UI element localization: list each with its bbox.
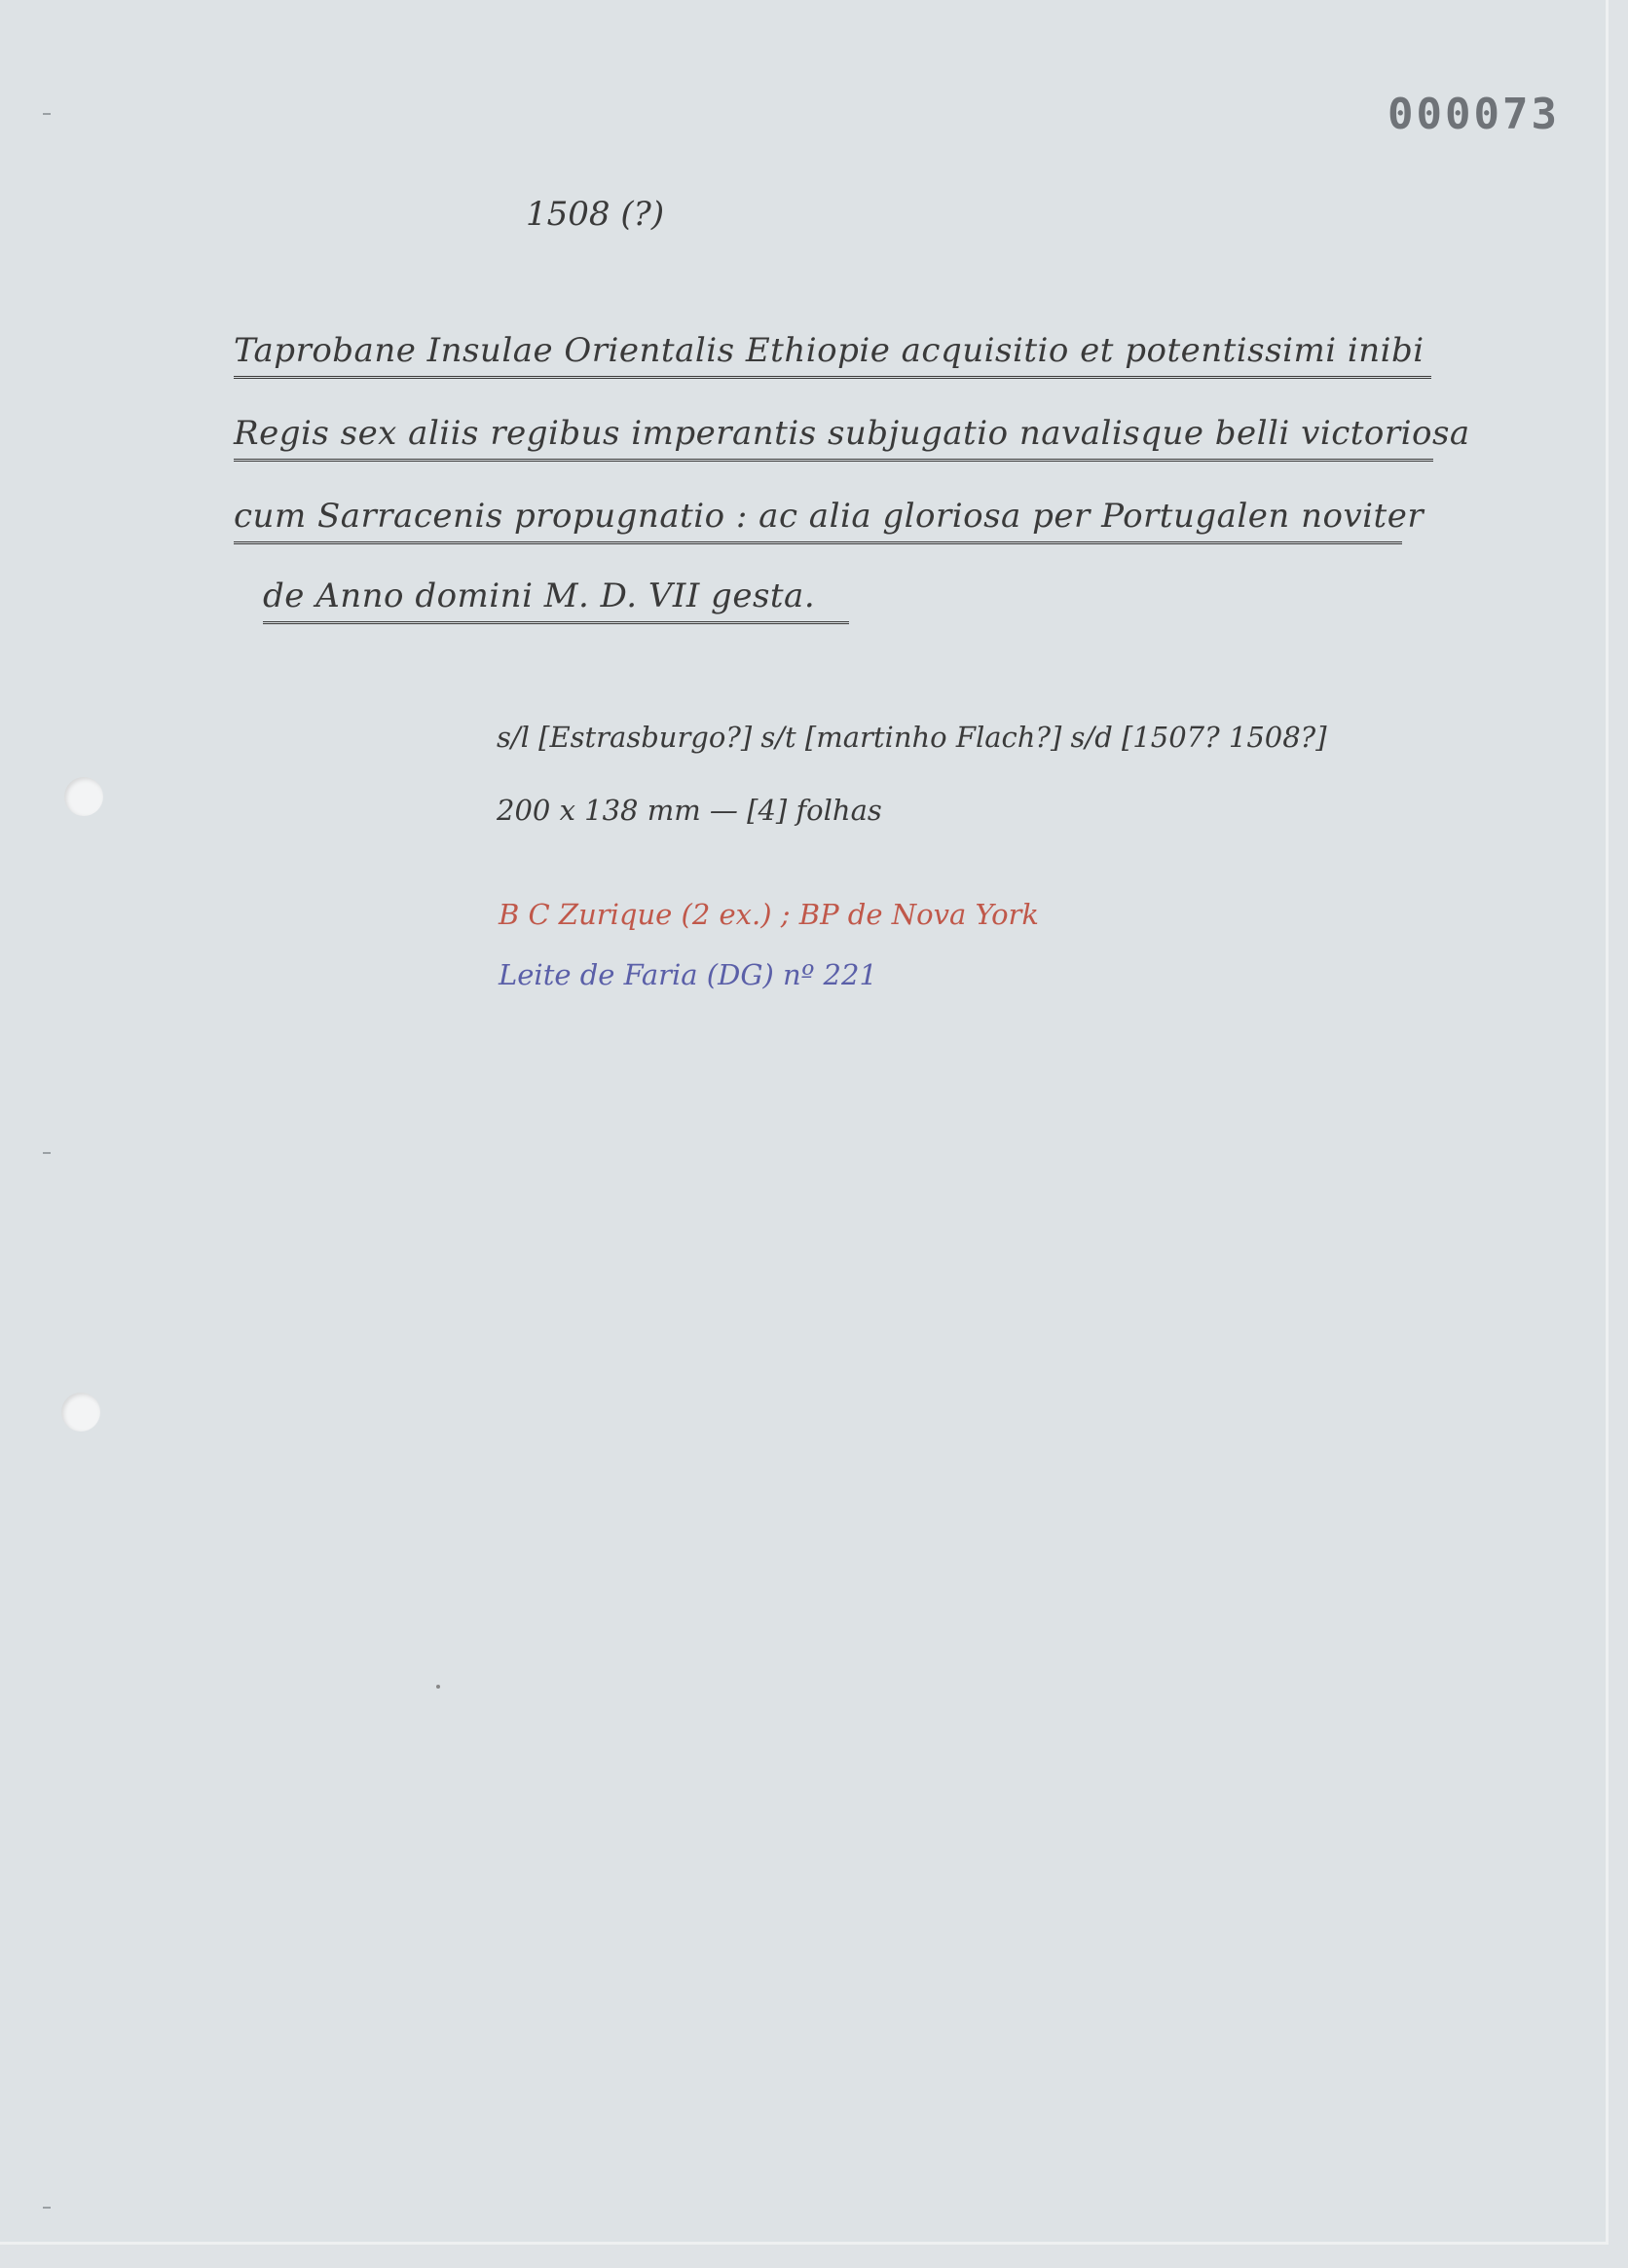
record-date: 1508 (?): [526, 195, 665, 234]
physical-description: 200 x 138 mm — [4] folhas: [497, 794, 882, 827]
holdings-note: B C Zurique (2 ex.) ; BP de Nova York: [499, 898, 1039, 931]
margin-mark: [43, 2207, 51, 2209]
title-line-4: de Anno domini M. D. VII gesta.: [263, 576, 849, 624]
page-number-stamp: 000073: [1388, 90, 1560, 139]
punch-hole-upper: [64, 777, 103, 816]
reference-note: Leite de Faria (DG) nº 221: [499, 958, 877, 991]
paper-speck: [436, 1685, 440, 1689]
title-line-2: Regis sex aliis regibus imperantis subjugatio navalisque belli victoriosa: [234, 414, 1433, 462]
imprint-line: s/l [Estrasburgo?] s/t [martinho Flach?] s/d [1507? 1508?]: [497, 721, 1327, 754]
title-line-3: cum Sarracenis propugnatio : ac alia gloriosa per Portugalen noviter: [234, 497, 1402, 544]
title-line-1: Taprobane Insulae Orientalis Ethiopie acquisitio et potentissimi inibi: [234, 331, 1431, 379]
margin-mark: [43, 1152, 51, 1154]
punch-hole-lower: [61, 1393, 100, 1431]
margin-mark: [43, 113, 51, 115]
